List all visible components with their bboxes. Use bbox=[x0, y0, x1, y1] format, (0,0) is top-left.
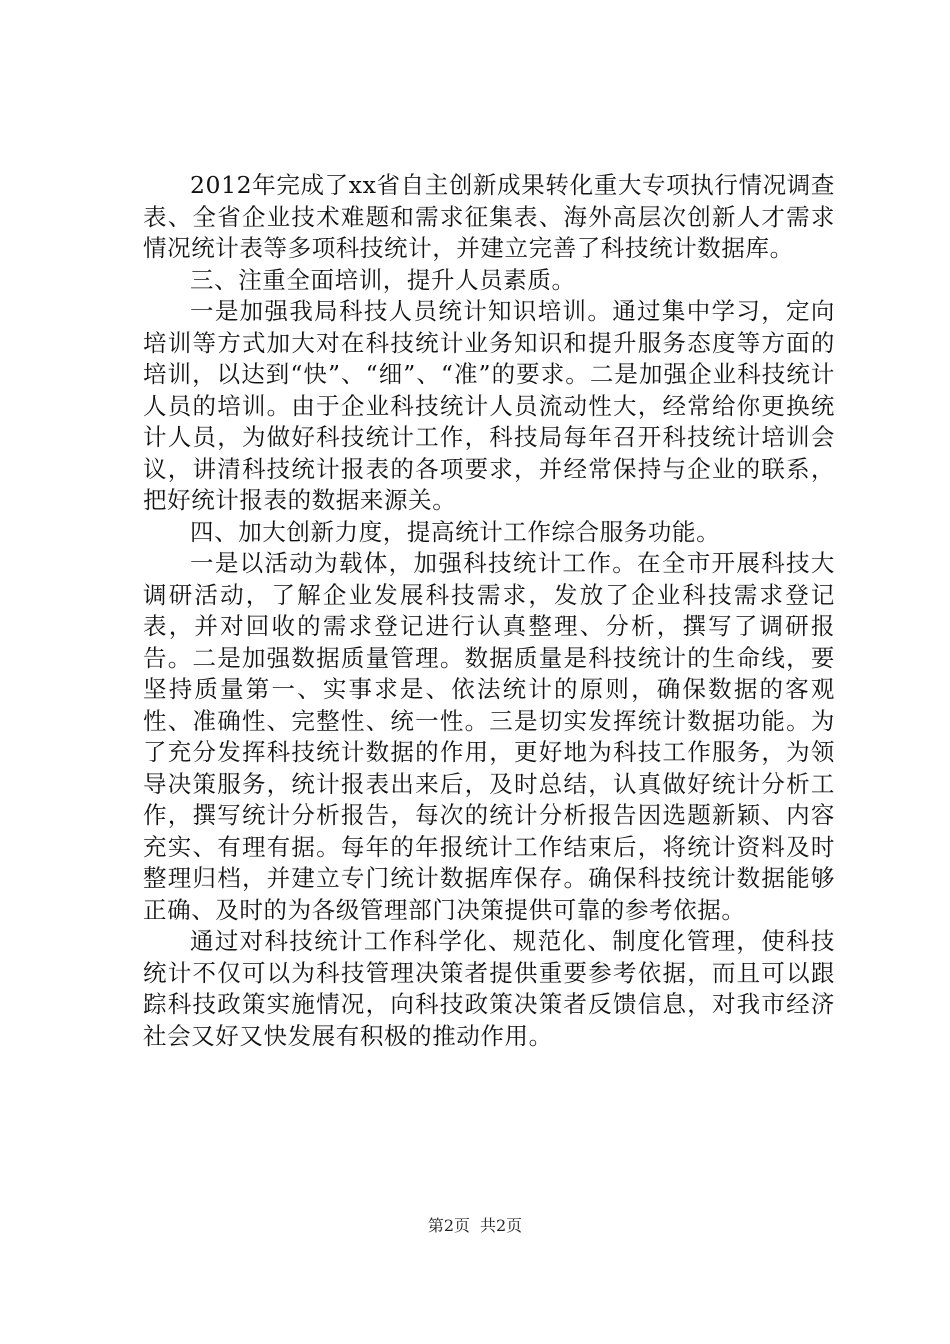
paragraph: 一是以活动为载体，加强科技统计工作。在全市开展科技大调研活动，了解企业发展科技需求，发放了企业科技需求登记表，并对回收的需求登记进行认真整理、分析，撰写了调研报告。二是加强数据质量管理。数据质量是科技统计的生命线，要坚持质量第一、实事求是、依法统计的原则，确保数据的客观性、准确性、完整性、统一性。三是切实发挥统计数据功能。为了充分发挥科技统计数据的作用，更好地为科技工作服务，为领导决策服务，统计报表出来后，及时总结，认真做好统计分析工作，撰写统计分析报告，每次的统计分析报告因选题新颖、内容充实、有理有据。每年的年报统计工作结束后，将统计资料及时整理归档，并建立专门统计数据库保存。确保科技统计数据能够正确、及时的为各级管理部门决策提供可靠的参考依据。 bbox=[143, 549, 835, 924]
paragraph: 2012年完成了xx省自主创新成果转化重大专项执行情况调查表、全省企业技术难题和需求征集表、海外高层次创新人才需求情况统计表等多项科技统计，并建立完善了科技统计数据库。 bbox=[143, 171, 835, 262]
page-footer bbox=[0, 1216, 950, 1236]
section-heading: 四、加大创新力度，提高统计工作综合服务功能。 bbox=[190, 517, 721, 546]
page-total: 共2页 bbox=[480, 1216, 523, 1235]
document-body bbox=[143, 170, 835, 1052]
section-heading: 三、注重全面培训，提升人员素质。 bbox=[190, 265, 576, 294]
paragraph: 一是加强我局科技人员统计知识培训。通过集中学习，定向培训等方式加大对在科技统计业务知识和提升服务态度等方面的培训，以达到“快”、“细”、“准”的要求。二是加强企业科技统计人员的培训。由于企业科技统计人员流动性大，经常给你更换统计人员，为做好科技统计工作，科技局每年召开科技统计培训会议，讲清科技统计报表的各项要求，并经常保持与企业的联系，把好统计报表的数据来源关。 bbox=[143, 297, 835, 514]
page-number: 第2页 bbox=[427, 1216, 470, 1235]
paragraph: 通过对科技统计工作科学化、规范化、制度化管理，使科技统计不仅可以为科技管理决策者提供重要参考依据，而且可以跟踪科技政策实施情况，向科技政策决策者反馈信息，对我市经济社会又好又快发展有积极的推动作用。 bbox=[143, 927, 835, 1050]
